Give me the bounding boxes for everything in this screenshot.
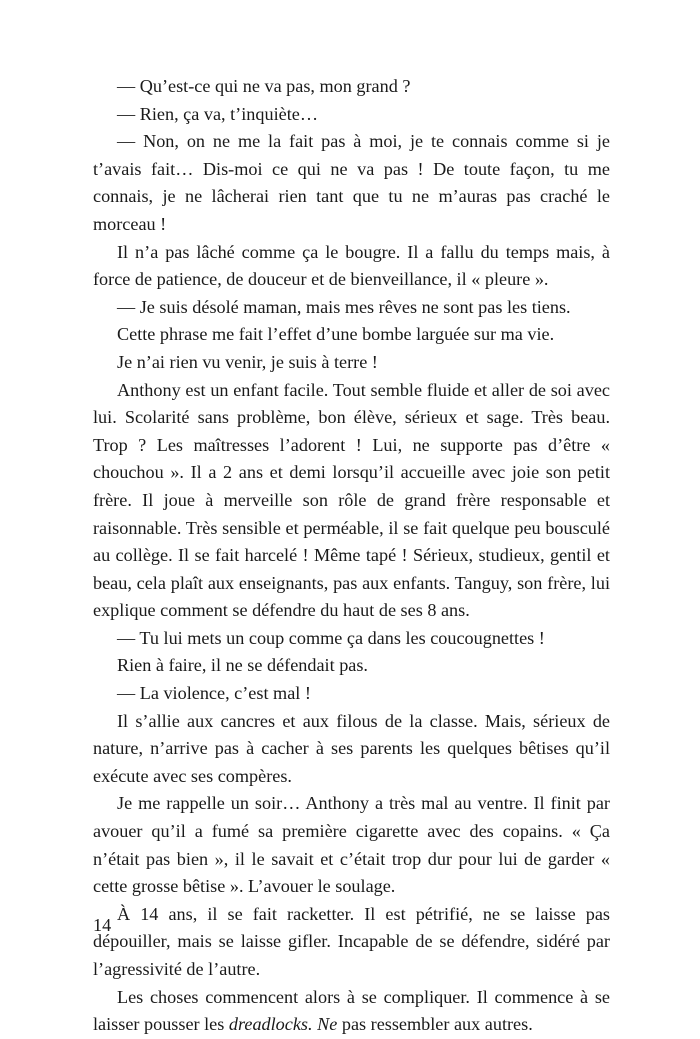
paragraph: — Je suis désolé maman, mais mes rêves ne sont pas les tiens. (117, 296, 571, 317)
paragraph: À 14 ans, il se fait racketter. Il est pétrifié, ne se laisse pas dépouiller, mais se laisse gifler. Incapable de se défendre, sidéré par l’agressivité de l’autre. (93, 903, 610, 979)
paragraph: — Non, on ne me la fait pas à moi, je te connais comme si je t’avais fait… Dis-moi ce qui ne va pas ! De toute façon, tu me connais, je ne lâcherai rien tant que tu ne m’auras pas craché le morceau ! (93, 131, 610, 234)
paragraph: Rien à faire, il ne se défendait pas. (117, 655, 368, 676)
paragraph-text-end: pas ressembler aux autres. (337, 1014, 533, 1035)
paragraph: Je me rappelle un soir… Anthony a très mal au ventre. Il finit par avouer qu’il a fumé sa première cigarette avec des copains. « Ça n’était pas bien », il le savait et c’était trop dur pour lui de garder « cette grosse bêtise ». L’avouer le soulage. (93, 793, 610, 897)
paragraph: Il n’a pas lâché comme ça le bougre. Il a fallu du temps mais, à force de patience, de douceur et de bienveillance, il « pleure ». (93, 241, 610, 290)
paragraph: Cette phrase me fait l’effet d’une bombe larguée sur ma vie. (117, 324, 555, 345)
body-text (93, 73, 610, 1039)
paragraph: — Qu’est-ce qui ne va pas, mon grand ? (117, 76, 411, 96)
paragraph: — Tu lui mets un coup comme ça dans les coucougnettes ! (117, 627, 545, 648)
paragraph: Anthony est un enfant facile. Tout semble fluide et aller de soi avec lui. Scolarité sans problème, bon élève, sérieux et sage. Très beau. Trop ? Les maîtresses l’adorent ! Lui, ne supporte pas d’être « chouchou ». Il a 2 ans et demi lorsqu’il accueille avec joie son petit frère. Il joue à merveille son rôle de grand frère responsable et raisonnable. Très sensible et perméable, il se fait quelque peu bousculé au collège. Il se fait harcelé ! Même tapé ! Sérieux, studieux, gentil et beau, cela plaît aux enseignants, pas aux enfants. Tanguy, son frère, lui explique comment se défendre du haut de ses 8 ans. (93, 379, 610, 621)
italic-term: dreadlocks. Ne (228, 1014, 338, 1035)
paragraph: Il s’allie aux cancres et aux filous de la classe. Mais, sérieux de nature, n’arrive pas à cacher à ses parents les quelques bêtises qu’il exécute avec ses compères. (93, 710, 610, 786)
paragraph-text: Les choses commencent alors à se compliquer. Il commence à se laisser pousser les (93, 986, 610, 1035)
paragraph: — Rien, ça va, t’inquiète… (117, 103, 319, 124)
paragraph: — La violence, c’est mal ! (117, 683, 311, 704)
page-number: 14 (93, 915, 112, 935)
paragraph: Je n’ai rien vu venir, je suis à terre ! (117, 351, 378, 372)
